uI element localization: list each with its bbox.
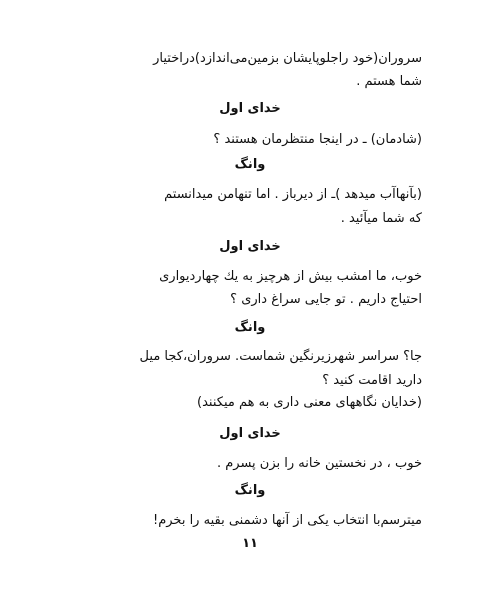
stage-direction: (خدایان نگاههای معنی داری به هم میکنند) [197, 395, 422, 410]
dialogue-line: خوب ، در نخستین خانه را بزن پسرم . [216, 456, 422, 471]
speaker-name: خدای اول [219, 426, 281, 441]
speaker-name: خدای اول [219, 101, 281, 116]
dialogue-line: دارید اقامت کنید ؟ [322, 373, 422, 388]
speaker-name: خدای اول [219, 239, 281, 254]
speaker-name: وانگ [234, 320, 266, 335]
dialogue-line: احتیاج داریم . تو جایی سراغ داری ؟ [230, 292, 422, 307]
dialogue-line: خوب، ما امشب بیش از هرچیز به یك چهاردیواری [159, 269, 422, 284]
dialogue-line: شما هستم . [356, 74, 422, 89]
dialogue-line: جا؟ سراسر شهرزیرنگین شماست. سروران،کجا میل [139, 349, 422, 364]
speaker-name: وانگ [234, 483, 266, 498]
dialogue-line: (بآنهاآب میدهد )ـ از دیرباز . اما تنهامن میدانستم [164, 187, 422, 202]
dialogue-line: (شادمان) ـ در اینجا منتظرمان هستند ؟ [213, 132, 422, 147]
speaker-name: وانگ [234, 157, 266, 172]
dialogue-line: که شما میآئید . [340, 211, 422, 226]
page-number: ۱۱ [242, 536, 258, 551]
dialogue-line: میترسم‌با انتخاب یکی از آنها دشمنی بقیه را بخرم! [153, 513, 422, 528]
dialogue-line: سروران(خود راجلوپایشان بزمین‌می‌اندازد)دراختیار [153, 51, 422, 66]
